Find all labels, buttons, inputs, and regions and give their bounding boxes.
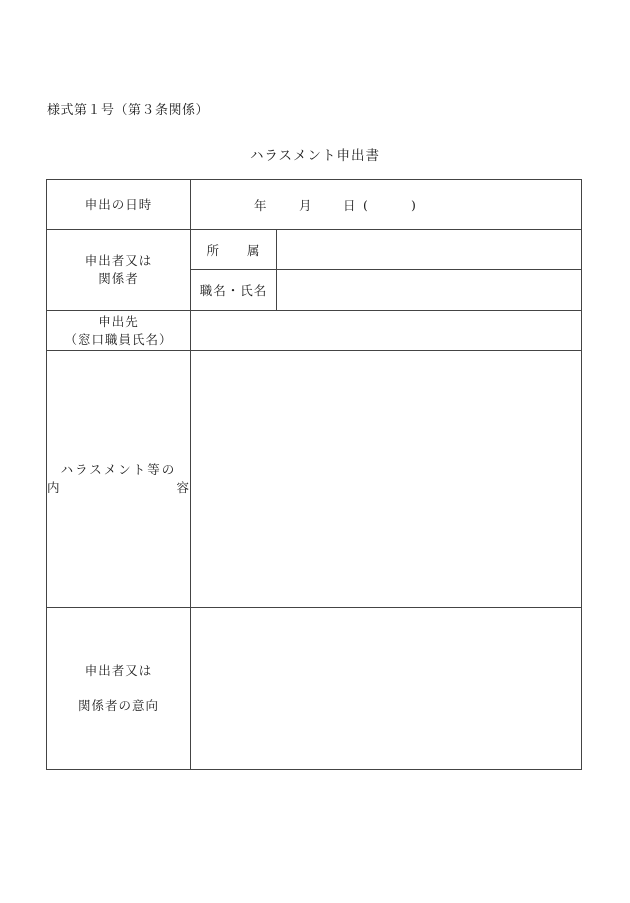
recipient-label <box>47 311 191 351</box>
affiliation-row <box>47 230 582 270</box>
date-field[interactable] <box>191 180 582 230</box>
recipient-label-line1: 申出先 <box>98 313 139 329</box>
content-field[interactable] <box>191 351 582 608</box>
date-row <box>47 180 582 230</box>
intent-field[interactable] <box>191 608 582 770</box>
content-label-left: 内 <box>47 480 61 495</box>
intent-label-line1: 申出者又は <box>84 663 153 678</box>
weekday-paren-open: ( <box>363 197 368 212</box>
day-label: 日 <box>343 197 356 213</box>
position-name-field[interactable] <box>277 270 582 311</box>
content-label-line1: ハラスメント等の <box>60 462 177 477</box>
month-label: 月 <box>299 197 312 213</box>
weekday-paren-close: ) <box>411 197 416 212</box>
recipient-field[interactable] <box>191 311 582 351</box>
applicant-label <box>47 230 191 311</box>
intent-label <box>47 608 191 770</box>
date-label: 申出の日時 <box>47 180 191 230</box>
intent-row <box>47 608 582 770</box>
form-number: 様式第１号（第３条関係） <box>47 103 210 118</box>
applicant-label-line2: 関係者 <box>98 271 139 286</box>
application-form-table <box>46 179 582 770</box>
content-label <box>47 351 191 608</box>
position-name-label: 職名・氏名 <box>191 270 277 311</box>
affiliation-field[interactable] <box>277 230 582 270</box>
affiliation-label: 所 属 <box>191 230 277 270</box>
year-label: 年 <box>254 197 267 213</box>
content-label-right: 容 <box>176 480 190 495</box>
content-row <box>47 351 582 608</box>
intent-label-line2: 関係者の意向 <box>77 698 159 713</box>
recipient-label-line2: （窓口職員氏名） <box>64 331 173 347</box>
applicant-label-line1: 申出者又は <box>84 253 153 268</box>
recipient-row <box>47 311 582 351</box>
document-title: ハラスメント申出書 <box>249 148 381 164</box>
